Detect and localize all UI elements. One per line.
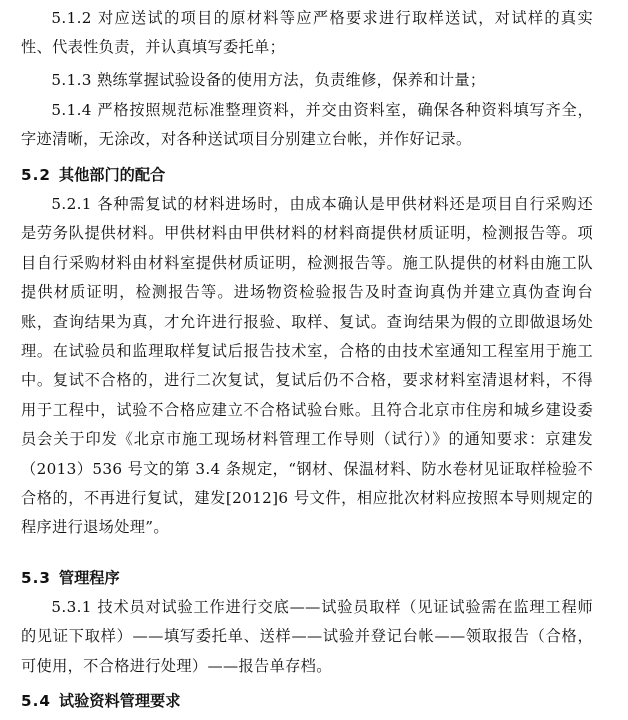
paragraph-5-3-1: 5.3.1 技术员对试验工作进行交底——试验员取样（见证试验需在监理工程师的见证下取样）——填写委托单、送样——试验并登记台帐——领取报告（合格，可使用，不合格进行处理）——报告单存档。: [21, 598, 593, 675]
section-title: 其他部门的配合: [58, 166, 166, 184]
section-number: 5.2: [21, 166, 51, 184]
paragraph-5-1-3: 5.1.3 熟练掌握试验设备的使用方法，负责维修，保养和计量；: [51, 71, 486, 89]
paragraph-5-2-1: 5.2.1 各种需复试的材料进场时，由成本确认是甲供材料还是项目自行采购还是劳务队提供材料。甲供材料由甲供材料的材料商提供材质证明，检测报告等。项目自行采购材料由材料室提供材质证明，检测报告等。施工队提供的材料由施工队提供材质证明，检测报告等。进场物资检验报告及时查询真伪并建立真伪查询台账，查询结果为真，才允许进行报验、取样、复试。查询结果为假的立即做退场处理。在试验员和监理取样复试后报告技术室，合格的由技术室通知工程室用于施工中。复试不合格的，进行二次复试，复试后仍不合格，要求材料室清退材料，不得用于工程中，试验不合格应建立不合格试验台账。且符合北京市住房和城乡建设委员会关于印发《北京市施工现场材料管理工作导则（试行）》的通知要求：京建发（2013）536 号文的第 3.4 条规定，“钢材、保温材料、防水卷材见证取样检验不合格的，不再进行复试，建发[2012]6 号文件，相应批次材料应按照本导则规定的程序进行退场处理”。: [21, 195, 593, 537]
section-title: 试验资料管理要求: [58, 692, 181, 710]
section-heading-5-2: [21, 164, 165, 186]
section-number: 5.3: [21, 569, 51, 587]
paragraph-5-1-2: 5.1.2 对应送试的项目的原材料等应严格要求进行取样送试，对试样的真实性、代表性负责，并认真填写委托单；: [21, 9, 593, 57]
section-heading-5-3: [21, 567, 120, 589]
section-title: 管理程序: [58, 569, 120, 587]
section-heading-5-4: [21, 690, 180, 712]
section-number: 5.4: [21, 692, 51, 710]
paragraph-5-1-4: 5.1.4 严格按照规范标准整理资料，并交由资料室，确保各种资料填写齐全，字迹清晰，无涂改，对各种送试项目分别建立台帐，并作好记录。: [21, 101, 593, 149]
